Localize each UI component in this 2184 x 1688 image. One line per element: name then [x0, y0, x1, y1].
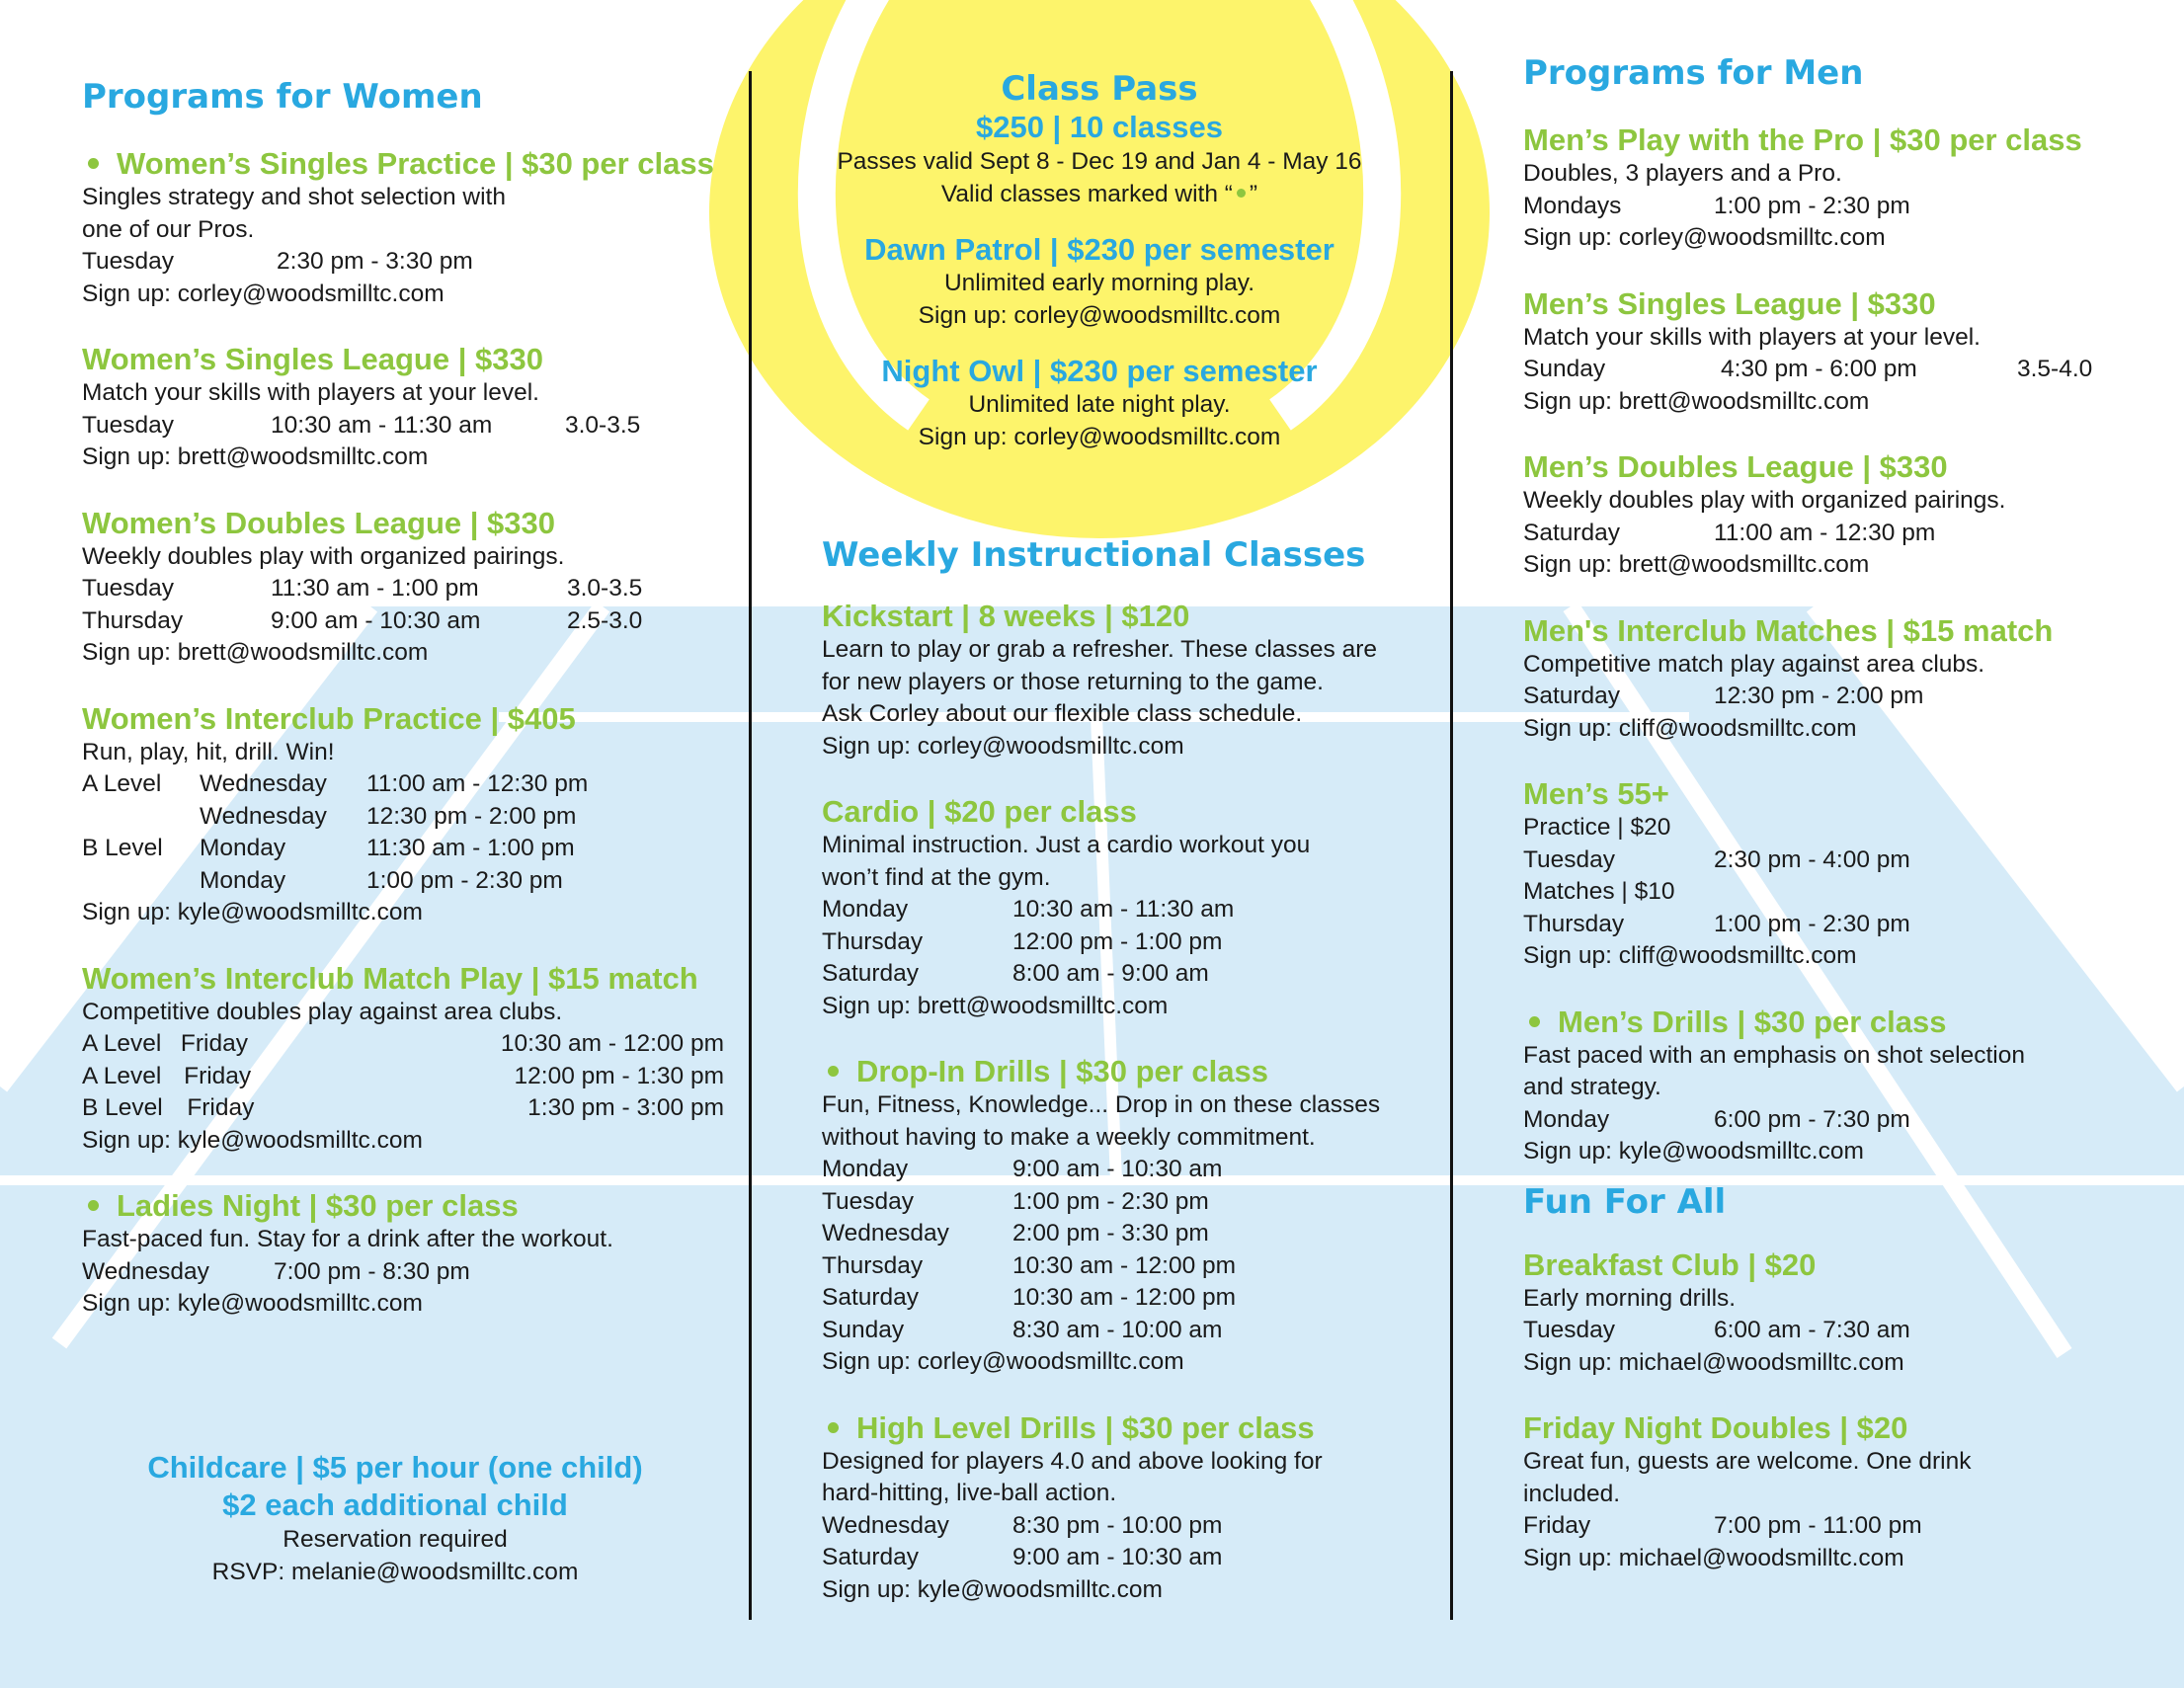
program-desc: hard-hitting, live-ball action. — [822, 1480, 1117, 1506]
womens-doubles-league — [82, 506, 724, 670]
schedule-row: Wednesday 7:00 pm - 8:30 pm — [82, 1257, 470, 1285]
program-title: Men’s Doubles League | $330 — [1523, 449, 1948, 484]
signup-email[interactable]: Sign up: kyle@woodsmilltc.com — [1523, 1138, 1864, 1165]
signup-email[interactable]: Sign up: kyle@woodsmilltc.com — [822, 1575, 1163, 1603]
program-desc: Early morning drills. — [1523, 1284, 1737, 1312]
men-heading: Programs for Men — [1523, 53, 1864, 93]
childcare-subtitle: $2 each additional child — [222, 1487, 568, 1522]
program-desc: Weekly doubles play with organized pairings. — [1523, 487, 2006, 514]
kickstart — [822, 599, 1434, 763]
program-desc: Practice | $20 — [1523, 814, 1671, 841]
class-pass-price: $250 | 10 classes — [975, 110, 1223, 144]
program-title: Women’s Interclub Practice | $405 — [82, 700, 576, 736]
schedule-row: Thursday 1:00 pm - 2:30 pm — [1523, 910, 1910, 937]
drop-in-bullet-icon — [828, 1066, 839, 1077]
schedule-row: Saturday 8:00 am - 9:00 am — [822, 960, 1209, 987]
schedule-row: Thursday 10:30 am - 12:00 pm — [822, 1251, 1237, 1279]
program-desc: Competitive doubles play against area clubs. — [82, 998, 563, 1025]
drop-in-bullet-icon — [88, 1200, 99, 1211]
schedule-row: Mondays 1:00 pm - 2:30 pm — [1523, 192, 1910, 219]
schedule-row: Tuesday 2:30 pm - 4:00 pm — [1523, 845, 1910, 873]
night-owl-title: Night Owl | $230 per semester — [881, 354, 1318, 388]
program-desc: one of our Pros. — [82, 215, 255, 243]
program-desc: Match your skills with players at your level. — [82, 379, 539, 406]
schedule-row: Monday 10:30 am - 11:30 am — [822, 896, 1235, 923]
schedule-row: A Level Wednesday 11:00 am - 12:30 pm — [82, 770, 589, 797]
dawn-patrol-title: Dawn Patrol | $230 per semester — [864, 232, 1335, 267]
program-title: Kickstart | 8 weeks | $120 — [822, 599, 1190, 633]
signup-email[interactable]: Sign up: brett@woodsmilltc.com — [82, 639, 429, 666]
program-desc: Minimal instruction. Just a cardio workout you — [822, 832, 1311, 858]
mens-interclub-matches — [1523, 613, 2175, 746]
program-desc: Designed for players 4.0 and above looking for — [822, 1447, 1323, 1475]
signup-email[interactable]: Sign up: corley@woodsmilltc.com — [82, 280, 445, 307]
program-title: Breakfast Club | $20 — [1523, 1246, 1817, 1282]
program-desc: Fast paced with an emphasis on shot selection — [1523, 1041, 2025, 1069]
childcare-title: Childcare | $5 per hour (one child) — [147, 1450, 643, 1485]
schedule-row: Tuesday 11:30 am - 1:00 pm 3.0-3.5 — [82, 575, 643, 602]
weekly-classes-column — [822, 535, 1434, 1638]
schedule-row: Sunday 4:30 pm - 6:00 pm 3.5-4.0 — [1523, 356, 2093, 382]
cardio — [822, 794, 1434, 1022]
weekly-classes-heading: Weekly Instructional Classes — [822, 535, 1366, 575]
program-title: Cardio | $20 per class — [822, 794, 1137, 829]
mens-play-with-pro — [1523, 122, 2175, 255]
breakfast-club — [1523, 1247, 2175, 1380]
schedule-row: Friday 7:00 pm - 11:00 pm — [1523, 1512, 1922, 1539]
program-title: Men’s Singles League | $330 — [1523, 285, 1936, 321]
program-desc: Doubles, 3 players and a Pro. — [1523, 160, 1842, 187]
program-title: Men’s 55+ — [1523, 776, 1669, 811]
program-title: Friday Night Doubles | $20 — [1523, 1410, 1908, 1445]
schedule-row: Monday 9:00 am - 10:30 am — [822, 1156, 1223, 1182]
signup-email[interactable]: Sign up: corley@woodsmilltc.com — [1523, 224, 1886, 251]
women-column — [82, 77, 724, 1352]
program-title: Men’s Drills | $30 per class — [1523, 1005, 2175, 1040]
schedule-row: B Level Friday 1:30 pm - 3:00 pm — [82, 1094, 724, 1121]
column-divider-left — [749, 71, 752, 1620]
schedule-row: B Level Monday 11:30 am - 1:00 pm — [82, 835, 575, 861]
signup-email[interactable]: Sign up: corley@woodsmilltc.com — [822, 732, 1184, 760]
program-desc: included. — [1523, 1480, 1621, 1507]
women-heading: Programs for Women — [82, 77, 483, 117]
program-desc: for new players or those returning to the game. — [822, 668, 1324, 695]
signup-email[interactable]: Sign up: cliff@woodsmilltc.com — [1523, 714, 1857, 742]
program-desc: Unlimited early morning play. — [943, 270, 1255, 296]
program-title: Women’s Doubles League | $330 — [82, 505, 555, 540]
schedule-row: Saturday 11:00 am - 12:30 pm — [1523, 519, 1936, 546]
program-desc: Run, play, hit, drill. Win! — [82, 738, 335, 765]
program-desc: Match your skills with players at your level. — [1523, 323, 1981, 351]
signup-email[interactable]: Sign up: brett@woodsmilltc.com — [1523, 551, 1870, 578]
friday-night-doubles — [1523, 1410, 2175, 1574]
drop-in-bullet-icon — [88, 158, 99, 169]
schedule-row: Wednesday 12:30 pm - 2:00 pm — [200, 802, 577, 830]
program-desc: without having to make a weekly commitment. — [822, 1123, 1316, 1151]
schedule-row: Tuesday 1:00 pm - 2:30 pm — [822, 1187, 1209, 1215]
program-desc: won’t find at the gym. — [822, 863, 1051, 891]
childcare-note: Reservation required — [283, 1526, 508, 1553]
womens-interclub-practice — [82, 701, 724, 929]
womens-interclub-match — [82, 961, 724, 1158]
schedule-row: Wednesday 8:30 pm - 10:00 pm — [822, 1511, 1223, 1539]
program-title: High Level Drills | $30 per class — [822, 1410, 1434, 1446]
schedule-row: Wednesday 2:00 pm - 3:30 pm — [822, 1220, 1209, 1246]
program-desc: and strategy. — [1523, 1074, 1661, 1100]
schedule-row: Monday 1:00 pm - 2:30 pm — [200, 866, 563, 894]
womens-singles-practice — [82, 146, 724, 310]
signup-email[interactable]: Sign up: corley@woodsmilltc.com — [918, 301, 1281, 329]
signup-email[interactable]: Sign up: corley@woodsmilltc.com — [918, 423, 1281, 450]
program-title: Women’s Interclub Match Play | $15 match — [82, 960, 698, 996]
class-pass-validity: Passes valid Sept 8 - Dec 19 and Jan 4 - May 16 — [837, 148, 1362, 175]
program-desc: Fast-paced fun. Stay for a drink after the workout. — [82, 1226, 613, 1252]
program-title: Men's Interclub Matches | $15 match — [1523, 612, 2054, 648]
childcare — [79, 1449, 711, 1588]
womens-singles-league — [82, 342, 724, 474]
signup-email[interactable]: Sign up: michael@woodsmilltc.com — [1523, 1544, 1904, 1571]
program-title: Women’s Singles League | $330 — [82, 342, 543, 376]
program-desc: Singles strategy and shot selection with — [82, 184, 506, 210]
signup-email[interactable]: Sign up: michael@woodsmilltc.com — [1523, 1348, 1904, 1376]
schedule-row: Saturday 9:00 am - 10:30 am — [822, 1544, 1223, 1570]
signup-email[interactable]: Sign up: kyle@woodsmilltc.com — [82, 899, 423, 925]
schedule-row: Thursday 9:00 am - 10:30 am 2.5-3.0 — [82, 606, 643, 634]
fun-for-all-heading: Fun For All — [1523, 1181, 1727, 1222]
drop-in-bullet-icon — [1237, 189, 1246, 198]
class-pass-marker-note: Valid classes marked with “ ” — [940, 180, 1258, 207]
program-desc: Weekly doubles play with organized pairings. — [82, 542, 565, 570]
program-desc: Fun, Fitness, Knowledge... Drop in on these classes — [822, 1091, 1381, 1118]
high-level-drills — [822, 1410, 1434, 1607]
program-title: Ladies Night | $30 per class — [82, 1188, 724, 1224]
schedule-row: Tuesday 10:30 am - 11:30 am 3.0-3.5 — [82, 411, 641, 439]
program-desc: Competitive match play against area clubs. — [1523, 650, 1985, 678]
program-desc: Unlimited late night play. — [968, 391, 1231, 418]
schedule-row: Saturday 10:30 am - 12:00 pm — [822, 1284, 1237, 1311]
schedule-row: Saturday 12:30 pm - 2:00 pm — [1523, 683, 1924, 709]
program-title: Women’s Singles Practice | $30 per class — [82, 146, 724, 182]
signup-email[interactable]: Sign up: cliff@woodsmilltc.com — [1523, 942, 1857, 969]
program-title: Men’s Play with the Pro | $30 per class — [1523, 122, 2082, 157]
childcare-rsvp[interactable]: RSVP: melanie@woodsmilltc.com — [211, 1558, 579, 1585]
drop-in-bullet-icon — [1529, 1016, 1540, 1027]
program-desc: Great fun, guests are welcome. One drink — [1523, 1448, 1972, 1475]
schedule-row: A Level Friday 10:30 am - 12:00 pm — [82, 1030, 724, 1057]
schedule-row: A Level Friday 12:00 pm - 1:30 pm — [82, 1062, 724, 1089]
class-pass-title: Class Pass — [1001, 69, 1198, 109]
drop-in-bullet-icon — [828, 1422, 839, 1433]
class-pass-section — [773, 69, 1425, 453]
drop-in-drills — [822, 1054, 1434, 1379]
program-desc: Matches | $10 — [1523, 878, 1675, 905]
program-desc: Ask Corley about our flexible class schedule. — [822, 700, 1303, 727]
mens-drills — [1523, 1005, 2175, 1168]
signup-email[interactable]: Sign up: corley@woodsmilltc.com — [822, 1348, 1184, 1375]
signup-email[interactable]: Sign up: brett@woodsmilltc.com — [1523, 387, 1870, 415]
schedule-row: Sunday 8:30 am - 10:00 am — [822, 1316, 1223, 1343]
schedule-row: Monday 6:00 pm - 7:30 pm — [1523, 1105, 1910, 1133]
mens-doubles-league — [1523, 449, 2175, 582]
schedule-row: Thursday 12:00 pm - 1:00 pm — [822, 927, 1223, 955]
program-title: Drop-In Drills | $30 per class — [822, 1054, 1434, 1089]
column-divider-right — [1450, 71, 1453, 1620]
signup-email[interactable]: Sign up: kyle@woodsmilltc.com — [82, 1126, 423, 1154]
signup-email[interactable]: Sign up: brett@woodsmilltc.com — [82, 443, 429, 470]
ladies-night — [82, 1188, 724, 1321]
mens-singles-league — [1523, 286, 2175, 419]
signup-email[interactable]: Sign up: kyle@woodsmilltc.com — [82, 1290, 423, 1317]
schedule-row: Tuesday 2:30 pm - 3:30 pm — [82, 248, 473, 275]
men-column — [1523, 53, 2175, 1606]
program-desc: Learn to play or grab a refresher. These classes are — [822, 636, 1377, 663]
signup-email[interactable]: Sign up: brett@woodsmilltc.com — [822, 992, 1169, 1019]
schedule-row: Tuesday 6:00 am - 7:30 am — [1523, 1317, 1910, 1343]
mens-55-plus — [1523, 776, 2175, 973]
